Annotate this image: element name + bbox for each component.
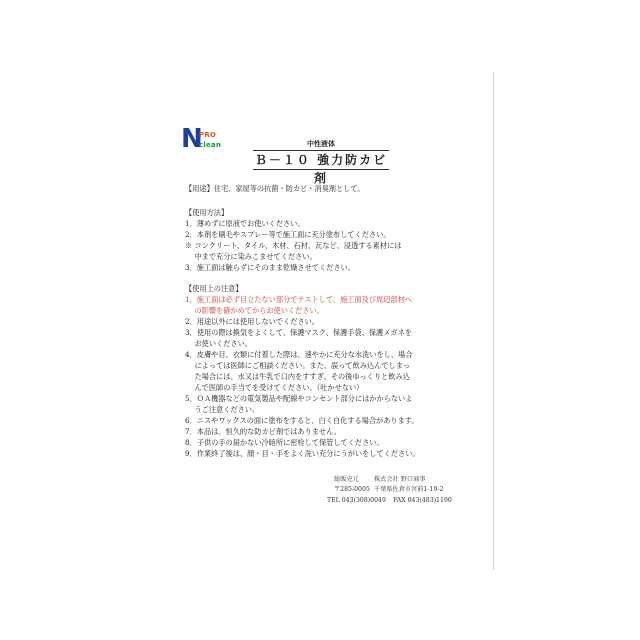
logo-letter: N [181,124,203,154]
logo-word-clean: clean [199,141,222,149]
usage-line: 3．施工面は触らずにそのまま乾燥させてください。 [185,263,355,272]
caution-line: た場合には、水又は牛乳で口内をすすぎ、その後ゆっくりと飲み込 [185,372,410,381]
usage-line: ※ コンクリート、タイル、木材、石材、瓦など、浸透する素材には [185,241,402,250]
caution-line: 3．使用の際は換気をよくして、保護マスク、保護手袋、保護メガネを [185,328,412,337]
usage-line: 1．薄めずに原液でお使いください。 [185,219,305,228]
product-subtitle: 中性液体 [307,140,335,148]
footer-company: 株式会社 野口商事 [374,476,426,483]
caution-line: お使いください。 [185,339,252,348]
caution-line: によっては医師にご相談ください。また、誤って飲み込んでしまっ [185,361,411,370]
caution-red-line: 1．施工面は必ず目立たない部分でテストして、施工面及び周辺部材へ [185,295,412,304]
caution-line: んで医師の手当てを受けてください。（吐かせない） [185,383,364,392]
brand-logo [181,124,222,154]
caution-line: 6．ニスやワックスの面に塗布をすると、白く白化する場合があります。 [185,416,419,425]
logo-word-pro: PRO [199,131,217,139]
usage-line: 中まで充分に染みこませてください。 [185,252,317,261]
usage-heading: 【使用方法】 [185,208,229,217]
caution-line: 8．子供の手の届かない冷暗所に密栓して保管してください。 [185,438,384,447]
caution-line: 9．作業終了後は、顔・目・手をよく洗い充分にうがいをしてください。 [185,449,420,458]
footer-tel: TEL 043(308)0049 [327,497,386,504]
caution-line: 2．用途以外には使用しないでください。 [185,317,319,326]
caution-line: うご注意ください。 [185,405,260,414]
product-title-box [253,150,389,185]
caution-red-line: の影響を確かめてからお使いください。 [185,306,324,315]
caution-line: 4．皮膚や目、衣類に付着した際は、速やかに充分な水洗いをし、場合 [185,350,413,359]
product-title: Ｂ－１０ 強力防カビ剤 [254,153,388,185]
footer-fax: FAX 043(483)1190 [393,497,452,504]
footer-address: 千葉県佐倉市宮前1-19-2 [374,486,444,493]
caution-line: 7．本品は、恒久的な防カビ剤ではありません。 [185,427,341,436]
footer-postal: 〒285-0005 [334,486,370,493]
caution-heading: 【使用上の注意】 [185,284,243,293]
usage-line: 2．本剤を刷毛やスプレー等で施工面に充分塗布してください。 [185,230,391,239]
page-edge [493,72,494,570]
caution-line: 5．ＯＡ機器などの電気製品や配線やコンセント部分にはかからないよ [185,394,413,403]
footer-label: 総販売元 [334,476,359,483]
purpose-line: 【用途】住宅、家屋等の抗菌・防カビ・消臭剤として。 [185,184,365,193]
